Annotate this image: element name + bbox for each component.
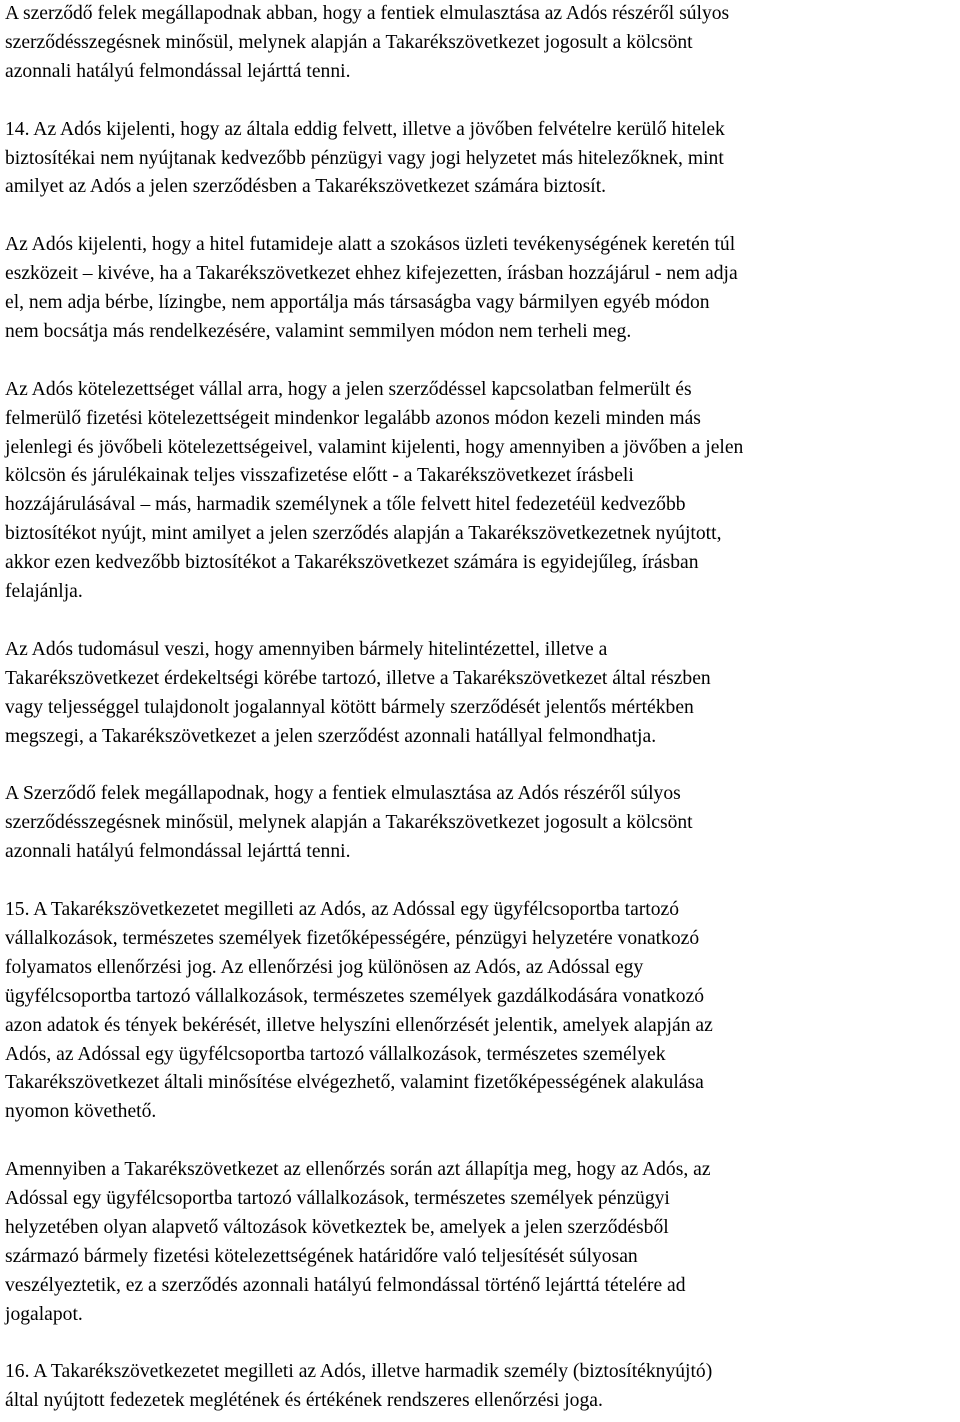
text-line: A szerződő felek megállapodnak abban, hogy a fentiek elmulasztása az Adós részéről súlyos [5,3,730,24]
paragraph-spacer [5,87,957,116]
text-line: Adóssal egy ügyfélcsoportba tartozó vállalkozások, természetes személyek pénzügyi [5,1188,670,1210]
text-line: jogalapot. [5,1303,83,1325]
text-line: hozzájárulásával – más, harmadik személynek a tőle felvett hitel fedezetéül kedvezőbb [5,494,686,516]
text-line: Adós, az Adóssal egy ügyfélcsoportba tartozó vállalkozások, természetes személyek [5,1043,666,1065]
text-line: felmerülő fizetési kötelezettségeit mindenkor legalább azonos módon kezeli minden más [5,407,701,429]
text-line: felajánlja. [5,581,83,603]
paragraph-spacer [5,202,957,231]
text-line: nyomon követhető. [5,1101,157,1123]
text-line: ügyfélcsoportba tartozó vállalkozások, természetes személyek gazdálkodására vonatkozó [5,985,705,1007]
text-line: Az Adós kijelenti, hogy a hitel futamideje alatt a szokásos üzleti tevékenységének keretén túl [5,234,736,256]
text-line: 14. Az Adós kijelenti, hogy az általa eddig felvett, illetve a jövőben felvételre kerülő hitelek [5,118,725,140]
paragraph-spacer [5,607,957,636]
text-line: vagy teljességgel tulajdonolt jogalannyal kötött bármely szerződését jelentős mértékben [5,696,694,718]
text-line: 15. A Takarékszövetkezetet megilleti az Adós, az Adóssal egy ügyfélcsoportba tartozó [5,899,680,920]
text-line: azon adatok és tények bekérését, illetve helyszíni ellenőrzését jelentik, amelyek alapján az [5,1014,713,1036]
paragraph-spacer [5,867,957,896]
text-line: által nyújtott fedezetek meglétének és értékének rendszeres ellenőrzési joga. [5,1390,603,1412]
text-line: Az Adós kötelezettséget vállal arra, hogy a jelen szerződéssel kapcsolatban felmerült és [5,378,692,400]
text-line: azonnali hatályú felmondással lejárttá tenni. [5,60,351,82]
paragraph-spacer [5,1330,957,1359]
text-line: eszközeit – kivéve, ha a Takarékszövetkezet ehhez kifejezetten, írásban hozzájárul - nem adja [5,263,738,285]
text-line: folyamatos ellenőrzési jog. Az ellenőrzési jog különösen az Adós, az Adóssal egy [5,956,644,978]
paragraph-spacer [5,1127,957,1156]
text-line: származó bármely fizetési kötelezettségének határidőre való teljesítését súlyosan [5,1245,638,1267]
text-line: Takarékszövetkezet érdekeltségi körébe tartozó, illetve a Takarékszövetkezet által részben [5,667,711,689]
text-line: megszegi, a Takarékszövetkezet a jelen szerződést azonnali hatállyal felmondhatja. [5,725,657,747]
text-line: 16. A Takarékszövetkezetet megilleti az Adós, illetve harmadik személy (biztosítéknyújtó) [5,1361,713,1383]
document-page [5,0,957,1416]
text-line: el, nem adja bérbe, lízingbe, nem apportálja más társaságba vagy bármilyen egyéb módon [5,292,710,314]
document-paragraph [5,376,957,607]
document-paragraph [5,896,957,1127]
document-paragraph [5,780,957,867]
text-line: akkor ezen kedvezőbb biztosítékot a Takarékszövetkezet számára is egyidejűleg, írásban [5,552,699,574]
document-paragraph [5,231,957,347]
paragraph-spacer [5,347,957,376]
text-line: veszélyeztetik, ez a szerződés azonnali hatályú felmondással történő lejárttá tételére ad [5,1274,686,1296]
document-paragraph [5,116,957,203]
text-line: biztosítékai nem nyújtanak kedvezőbb pénzügyi vagy jogi helyzetet más hitelezőknek, mint [5,147,724,169]
text-line: vállalkozások, természetes személyek fizetőképességére, pénzügyi helyzetére vonatkozó [5,927,700,949]
text-line: nem bocsátja más rendelkezésére, valamint semmilyen módon nem terheli meg. [5,320,632,342]
text-line: Takarékszövetkezet általi minősítése elvégezhető, valamint fizetőképességének alakulása [5,1072,704,1094]
text-line: szerződésszegésnek minősül, melynek alapján a Takarékszövetkezet jogosult a kölcsönt [5,31,693,53]
text-line: azonnali hatályú felmondással lejárttá tenni. [5,841,351,863]
text-line: kölcsön és járulékainak teljes visszafizetése előtt - a Takarékszövetkezet írásbeli [5,465,634,487]
text-line: helyzetében olyan alapvető változások következtek be, amelyek a jelen szerződésből [5,1216,669,1238]
text-line: Amennyiben a Takarékszövetkezet az ellenőrzés során azt állapítja meg, hogy az Adós, az [5,1159,711,1181]
document-paragraph [5,636,957,752]
text-line: szerződésszegésnek minősül, melynek alapján a Takarékszövetkezet jogosult a kölcsönt [5,812,693,834]
text-line: Az Adós tudomásul veszi, hogy amennyiben bármely hitelintézettel, illetve a [5,638,608,660]
text-line: jelenlegi és jövőbeli kötelezettségeivel, valamint kijelenti, hogy amennyiben a jövőben a jelen [5,436,744,458]
paragraph-spacer [5,752,957,781]
text-line: biztosítékot nyújt, mint amilyet a jelen szerződés alapján a Takarékszövetkezetnek nyújtott, [5,523,722,545]
document-paragraph [5,0,957,87]
text-line: A Szerződő felek megállapodnak, hogy a fentiek elmulasztása az Adós részéről súlyos [5,783,681,805]
text-line: amilyet az Adós a jelen szerződésben a Takarékszövetkezet számára biztosít. [5,176,607,198]
document-paragraph [5,1156,957,1329]
document-paragraph [5,1358,957,1416]
